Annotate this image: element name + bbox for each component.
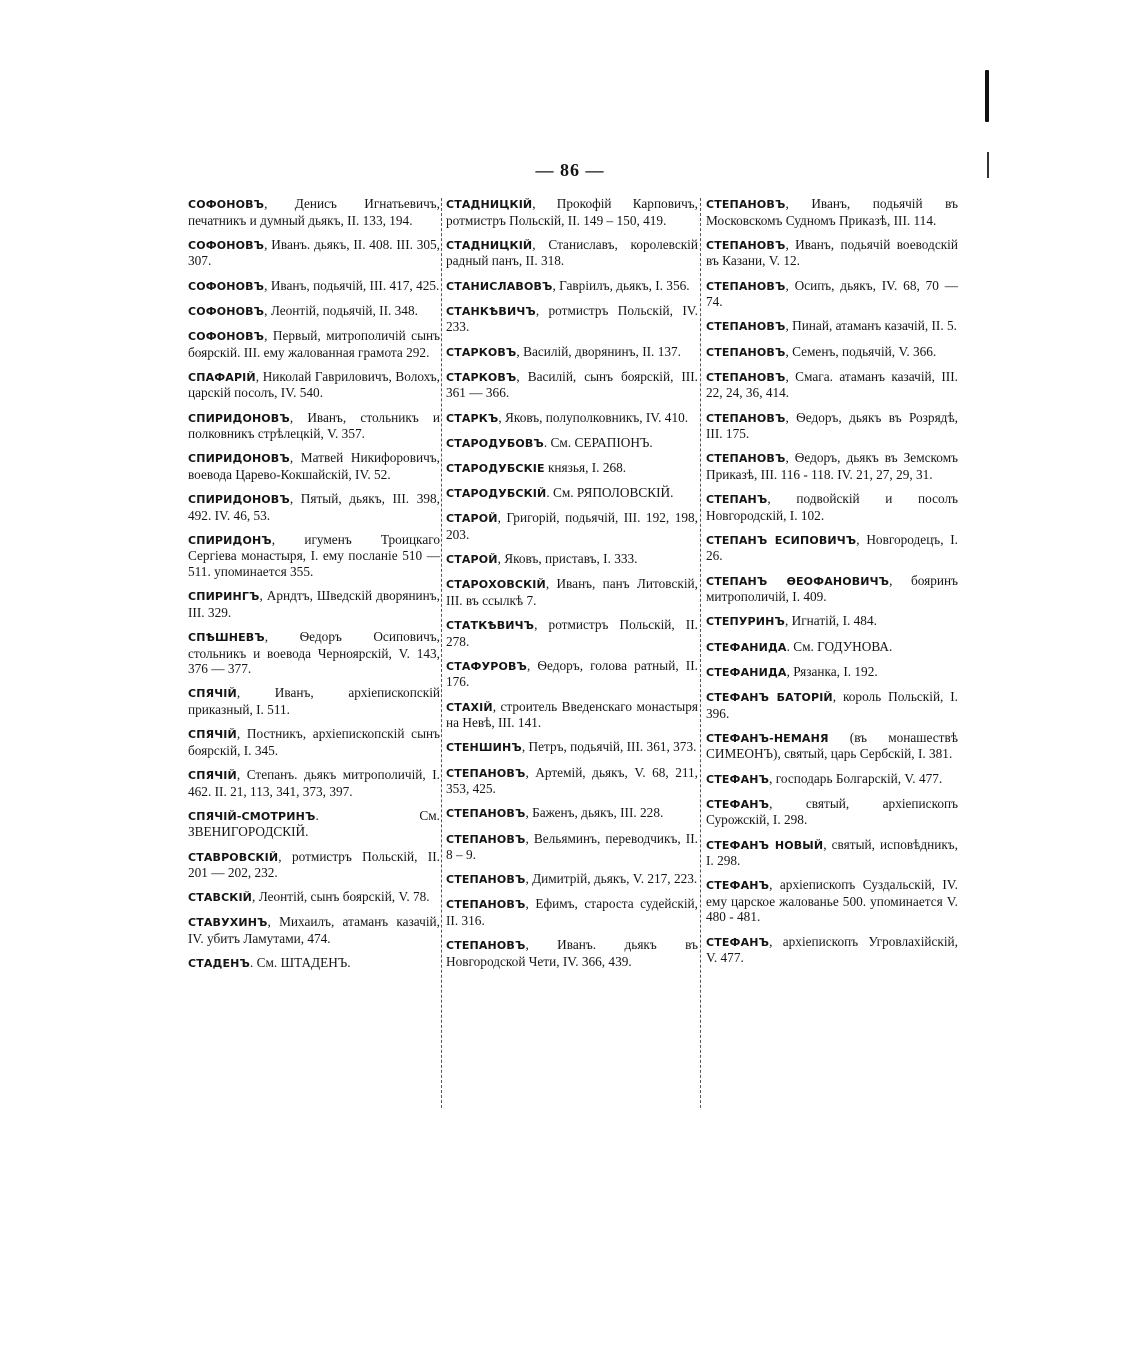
entry-text: . См. РЯПОЛОВСКІЙ. [546,485,674,501]
index-entry [446,658,698,690]
entry-text: князья, I. 268. [544,459,627,475]
entry-headword: СТЕФАНЪ [706,772,770,786]
entry-text: , Иванъ, подьячій воеводскій въ Казани, V. 12. [706,236,958,269]
entry-headword: СТАТКѢВИЧЪ [446,619,535,632]
entry-text: , Яковъ, полуполковникъ, IV. 410. [498,409,689,425]
entry-headword: СОФОНОВЪ [188,329,265,343]
entry-text: , Иванъ, архіепископскій приказный, I. 511. [188,685,440,717]
entry-text: , Рязанка, I. 192. [786,663,878,679]
index-entry [188,588,440,620]
entry-headword: СТЕФАНИДА [706,665,787,679]
entry-text: , архіепископъ Угровлахійскій, V. 477. [706,933,958,966]
entry-headword: СОФОНОВЪ [188,304,265,318]
entry-headword: СПЯЧІЙ [188,768,237,782]
entry-text: , Гавріилъ, дьякъ, I. 356. [552,277,690,293]
entry-text: , Баженъ, дьякъ, III. 228. [525,805,664,821]
index-entry [446,237,698,269]
entry-headword: СТЕПАНОВЪ [446,898,526,912]
entry-headword: СПЯЧІЙ [188,728,237,742]
entry-headword: СТАРОЙ [446,553,498,567]
entry-headword: СТЕПАНОВЪ [446,832,526,846]
index-entry [706,369,958,401]
index-entry [446,196,698,228]
index-entry [706,689,958,721]
entry-headword: СТЕПАНОВЪ [706,345,786,359]
index-entry [706,613,958,630]
entry-headword: СТЕПАНОВЪ [706,452,786,466]
index-entry [188,410,440,442]
index-entry [446,369,698,401]
entry-headword: СТЕПАНОВЪ [706,370,786,384]
index-entry [446,303,698,335]
column-divider [441,198,443,1108]
index-entry [706,796,958,828]
entry-headword: СТЕПУРИНЪ [706,615,785,629]
index-column-2 [446,196,698,978]
entry-headword: СПЯЧІЙ-СМОТРИНЪ [188,809,316,823]
entry-headword: СТЕФАНЪ [706,879,770,893]
index-entry [188,849,440,881]
index-entry [188,914,440,946]
index-entry [706,491,958,523]
entry-text: , Постникъ, архіепископскій сынъ боярскій, I. 345. [188,726,440,758]
entry-text: , святый, исповѣдникъ, I. 298. [706,836,958,869]
entry-headword: СТАДЕНЪ [188,957,250,971]
entry-text: , Артемій, дьякъ, V. 68, 211, 353, 425. [446,764,698,797]
entry-headword: СТАХІЙ [446,700,493,714]
index-entry [706,532,958,564]
entry-headword: СТАРОХОВСКІЙ [446,578,546,592]
index-entry [188,237,440,269]
index-entry [706,196,958,228]
index-entry [446,805,698,822]
entry-text: , Семенъ, подьячій, V. 366. [785,343,937,359]
index-entry [188,491,440,523]
column-divider [700,198,702,1108]
entry-text: , Прокофій Карповичъ, ротмистръ Польскій, II. 149 – 150, 419. [446,196,698,228]
entry-text: , ротмистръ Польскій, II. 278. [446,617,698,649]
index-entry [706,237,958,269]
entry-text: , король Польскій, I. 396. [706,688,959,721]
entry-headword: СТЕПАНОВЪ [706,238,786,252]
entry-headword: СТАФУРОВЪ [446,659,527,673]
entry-text: , Григорій, подьячій, III. 192, 198, 203. [446,510,698,542]
entry-headword: СТЕПАНОВЪ [706,198,786,211]
entry-headword: СТЕПАНЪ [706,493,768,507]
index-entry [188,532,440,580]
entry-headword: СТЕФАНЪ БАТОРІЙ [706,690,833,704]
index-entry [446,435,698,452]
entry-text: , бояринъ митрополичій, I. 409. [706,572,958,605]
entry-headword: СТЕФАНИДА [706,640,787,654]
entry-text: , Михаилъ, атаманъ казачій, IV. убитъ Ламутами, 474. [188,914,440,947]
entry-text: , строитель Введенскаго монастыря на Невѣ, III. 141. [446,698,698,731]
entry-text: , Иванъ. дьякъ въ Новгородской Чети, IV. 366, 439. [446,937,698,969]
entry-headword: СОФОНОВЪ [188,238,265,252]
entry-headword: СТЕФАНЪ [706,935,770,949]
entry-headword: СПИРИДОНОВЪ [188,452,290,466]
index-entry [188,303,440,320]
index-entry [446,937,698,969]
index-entry [446,765,698,797]
entry-text: . См. ШТАДЕНЪ. [250,955,351,971]
entry-text: , Смага. атаманъ казачій, III. 22, 24, 36, 414. [706,368,958,401]
index-entry [706,344,958,361]
index-entry [188,629,440,677]
index-entry [188,808,440,840]
index-entry [706,877,958,925]
entry-text: . См. СЕРАПІОНЪ. [543,434,653,450]
index-entry [706,837,958,869]
entry-headword: СОФОНОВЪ [188,198,265,211]
index-column-3 [706,196,958,974]
entry-headword: СТАВСКІЙ [188,891,253,905]
entry-text: , Осипъ, дьякъ, IV. 68, 70 — 74. [706,277,958,310]
entry-headword: СПИРИДОНОВЪ [188,493,290,507]
index-entry [706,934,958,966]
entry-text: , ротмистръ Польскій, IV. 233. [446,302,698,335]
index-entry [188,767,440,799]
entry-headword: СПИРИДОНОВЪ [188,411,290,425]
entry-headword: СТЕПАНЪ ЕСИПОВИЧЪ [706,533,857,547]
entry-text: , Василій, дворянинъ, II. 137. [516,343,681,359]
entry-text: , Станиславъ, королевскій радный панъ, II. 318. [446,236,698,269]
index-entry [446,896,698,928]
index-entry [706,771,958,788]
index-entry [446,576,698,608]
index-entry [188,328,440,360]
index-entry [446,699,698,731]
entry-text: , Ефимъ, староста судейскій, II. 316. [446,896,698,929]
entry-text: . См. ГОДУНОВА. [786,638,893,654]
entry-headword: СТЕНШИНЪ [446,741,522,755]
index-entry [706,450,958,482]
entry-text: , Иванъ, стольникъ и полковникъ стрѣлецкій, V. 357. [188,409,440,442]
entry-headword: СТАРОДУБСКІЕ [446,461,545,475]
index-entry [188,726,440,758]
entry-headword: СТЕПАНОВЪ [706,411,786,425]
entry-text: , игуменъ Троицкаго Сергіева монастыря, I. ему посланіе 510 — 511. упоминается 355. [188,531,440,580]
entry-text: , Ѳедоръ, дьякъ въ Земскомъ Приказѣ, III. 116 - 118. IV. 21, 27, 29, 31. [706,450,958,482]
entry-text: , Матвей Никифоровичъ, воевода Царево-Кокшайскій, IV. 52. [188,450,440,482]
index-entry [446,278,698,295]
entry-text: , подвойскій и посолъ Новгородскій, I. 102. [706,491,958,523]
entry-headword: СТЕФАНЪ-НЕМАНЯ [706,731,829,745]
entry-text: , господарь Болгарскій, V. 477. [769,770,943,786]
entry-text: , Вельяминъ, переводчикъ, II. 8 – 9. [446,830,698,863]
index-entry [188,278,440,295]
entry-text: , Арндтъ, Шведскій дворянинъ, III. 329. [188,588,440,620]
index-entry [446,510,698,542]
entry-headword: СПИРИДОНЪ [188,533,272,547]
entry-headword: СТАВУХИНЪ [188,916,268,930]
entry-headword: СТЕФАНЪ НОВЫЙ [706,838,824,852]
entry-text: , Степанъ. дьякъ митрополичій, I. 462. II. 21, 113, 341, 373, 397. [188,766,440,799]
index-entry [446,344,698,361]
entry-headword: СТЕПАНЪ ѲЕОФАНОВИЧЪ [706,574,890,588]
entry-headword: СПѢШНЕВЪ [188,631,265,644]
entry-text: , Иванъ. дьякъ, II. 408. III. 305, 307. [188,236,440,269]
entry-headword: СОФОНОВЪ [188,279,265,293]
entry-text: , Иванъ, подьячій, III. 417, 425. [264,277,440,293]
entry-text: , Иванъ, подьячій въ Московскомъ Судномъ Приказѣ, III. 114. [706,196,958,228]
entry-text: , Пинай, атаманъ казачій, II. 5. [785,318,957,334]
entry-text: , ротмистръ Польскій, II. 201 — 202, 232. [188,848,440,881]
index-entry [446,617,698,649]
entry-headword: СТЕПАНОВЪ [706,320,786,334]
entry-text: , Димитрій, дьякъ, V. 217, 223. [525,871,698,887]
entry-headword: СТАНИСЛАВОВЪ [446,279,553,293]
entry-text: , архіепископъ Суздальскій, IV. ему царское жалованье 500. упоминается V. 480 - 481. [706,877,958,925]
index-entry [706,278,958,310]
entry-headword: СТЕПАНОВЪ [706,279,786,293]
entry-text: , Денисъ Игнатьевичъ, печатникъ и думный дьякъ, II. 133, 194. [188,196,440,228]
index-entry [446,551,698,568]
entry-text: (въ монашествѣ СИМЕОНЪ), святый, царь Сербскій, I. 381. [706,729,958,762]
index-entry [188,685,440,717]
entry-headword: СТАДНИЦКІЙ [446,238,533,252]
entry-headword: СТАВРОВСКІЙ [188,850,279,864]
entry-headword: СТАНКѢВИЧЪ [446,304,536,318]
index-entry [446,460,698,477]
entry-headword: СТАРКОВЪ [446,370,517,384]
page-number: — 86 — [535,160,605,180]
entry-text: , Николай Гавриловичъ, Волохъ, царскій посолъ, IV. 540. [188,368,440,401]
index-entry [446,410,698,427]
entry-text: , Василій, сынъ боярскій, III. 361 — 366. [446,368,698,401]
entry-text: , Пятый, дьякъ, III. 398, 492. IV. 46, 53. [188,491,440,523]
entry-headword: СТЕПАНОВЪ [446,807,526,821]
entry-text: , Ѳедоръ, дьякъ въ Розрядѣ, III. 175. [706,409,958,442]
entry-headword: СТАРКОВЪ [446,345,517,359]
index-entry [706,730,958,762]
index-entry [446,871,698,888]
index-entry [188,889,440,906]
index-entry [446,485,698,502]
entry-headword: СПИРИНГЪ [188,590,260,604]
entry-text: , Леонтій, подьячій, II. 348. [264,302,418,318]
index-entry [188,369,440,401]
entry-text: , Новгородецъ, I. 26. [706,531,958,564]
entry-headword: СТЕПАНОВЪ [446,939,526,953]
index-entry [706,573,958,605]
index-entry [446,739,698,756]
index-entry [706,410,958,442]
entry-text: , Игнатій, I. 484. [784,613,877,629]
index-entry [188,955,440,972]
entry-text: , Леонтій, сынъ боярскій, V. 78. [252,889,430,905]
index-entry [446,831,698,863]
edge-mark [985,70,989,122]
entry-text: , святый, архіепископъ Сурожскій, I. 298. [706,795,958,828]
entry-text: , Первый, митрополичій сынъ боярскій. III. ему жалованная грамота 292. [188,327,440,360]
entry-headword: СПАФАРІЙ [188,370,256,384]
entry-text: , Ѳедоръ Осиповичъ, стольникъ и воевода Черноярскій, V. 143, 376 — 377. [188,629,440,677]
entry-headword: СТЕПАНОВЪ [446,766,526,780]
entry-text: , Ѳедоръ, голова ратный, II. 176. [446,657,698,690]
entry-headword: СПЯЧІЙ [188,687,237,701]
entry-headword: СТАДНИЦКІЙ [446,198,533,211]
entry-headword: СТАРКЪ [446,411,499,425]
index-entry [706,664,958,681]
entry-headword: СТАРОДУБОВЪ [446,436,544,450]
entry-headword: СТЕФАНЪ [706,797,770,811]
entry-text: , Петръ, подьячій, III. 361, 373. [521,739,697,755]
entry-headword: СТАРОЙ [446,512,498,526]
index-entry [706,318,958,335]
entry-headword: СТЕПАНОВЪ [446,873,526,887]
entry-text: , Яковъ, приставъ, I. 333. [497,551,638,567]
entry-text: , Иванъ, панъ Литовскій, III. въ ссылкѣ 7. [446,576,698,608]
index-entry [188,450,440,482]
entry-headword: СТАРОДУБСКІЙ [446,487,547,501]
index-entry [706,639,958,656]
entry-text: . См. ЗВЕНИГОРОДСКІЙ. [188,807,440,840]
index-entry [188,196,440,228]
index-column-1 [188,196,440,980]
